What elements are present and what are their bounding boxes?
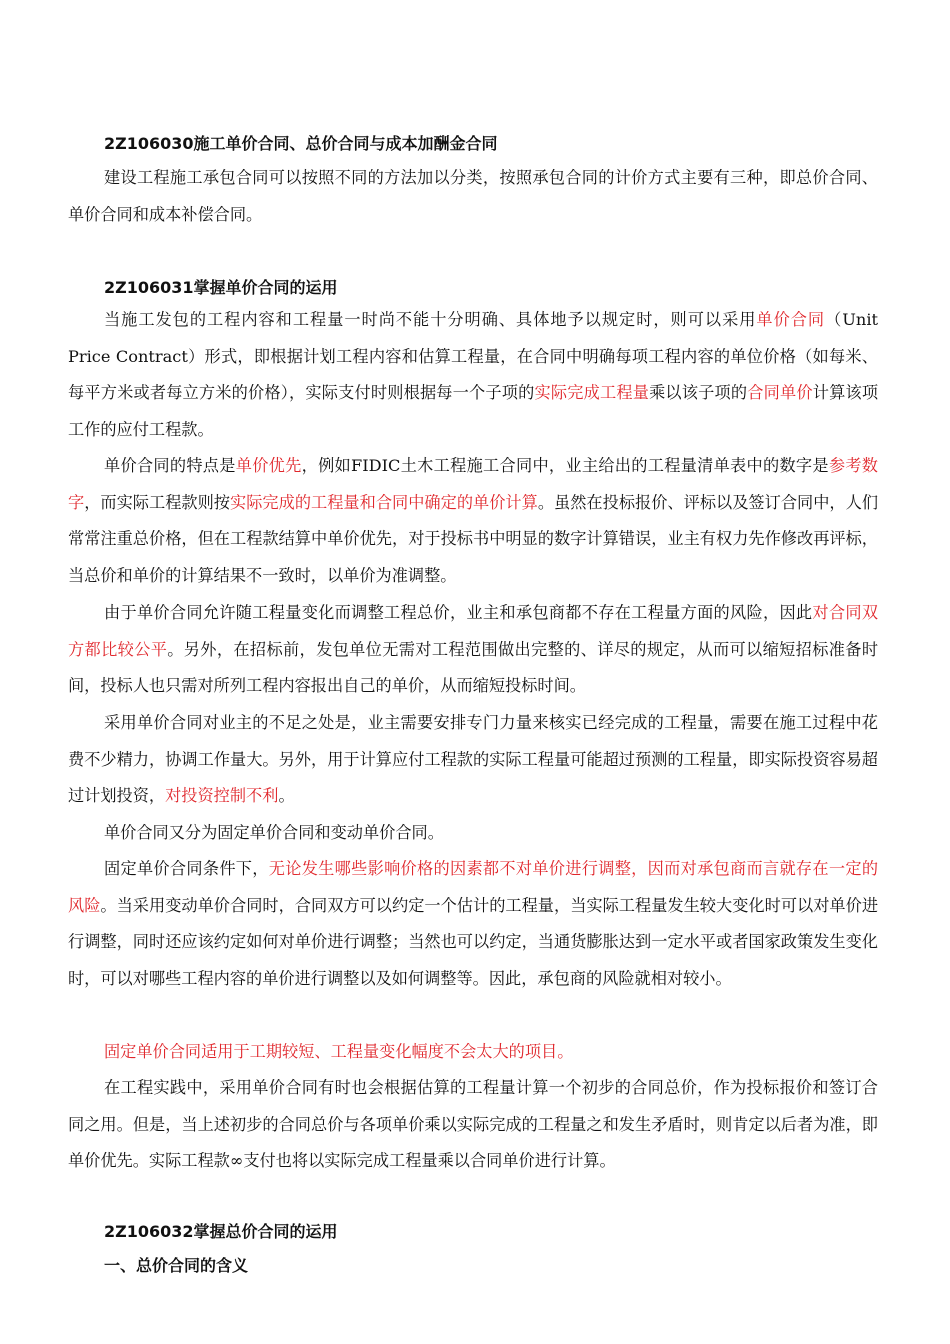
text-run: 。 xyxy=(278,786,295,806)
text-run: ，例如FIDIC土木工程施工合同中，业主给出的工程量清单表中的数字是 xyxy=(301,456,829,475)
text-run: 采用单价合同对业主的不足之处是，业主需要安排专门力量来核实已经完成的工程量，需要在施工过程中花费不少精力，协调工作量大。另外，用于计算应付工程款的实际工程量可能超过预测的工程量，即实际投资容易超过计划投资， xyxy=(68,713,878,806)
section-heading-2z106032: 2Z106032掌握总价合同的运用 xyxy=(104,1222,338,1241)
text-run: 固定单价合同条件下， xyxy=(104,859,269,878)
paragraph-unit-price-features xyxy=(68,448,878,594)
paragraph-unit-price-definition xyxy=(68,302,878,448)
text-run: 单价合同的特点是 xyxy=(104,456,236,475)
text-run: 由于单价合同允许随工程量变化而调整工程总价，业主和承包商都不存在工程量方面的风险，因此 xyxy=(104,603,813,622)
text-run: 计算该项工作的应付工程款。 xyxy=(68,383,879,439)
highlight-text: 对合同双方都比较公平 xyxy=(68,603,879,659)
text-run: 。虽然在投标报价、评标以及签订合同中，人们常常注重总价格，但在工程款结算中单价优先，对于投标书中明显的数字计算错误，业主有权力先作修改再评标，当总价和单价的计算结果不一致时，以单价为准调整。 xyxy=(68,492,879,585)
highlight-text: 无论发生哪些影响价格的因素都不对单价进行调整，因而对承包商而言就存在一定的风险 xyxy=(68,859,879,915)
highlight-text: 对投资控制不利 xyxy=(165,786,279,806)
text-run: （Unit Price Contract）形式，即根据计划工程内容和估算工程量，在合同中明确每项工程内容的单位价格（如每米、每平方米或者每立方米的价格），实际支付时则根据每一个子项的 xyxy=(68,310,879,403)
highlight-text: 实际完成的工程量和合同中确定的单价计算 xyxy=(230,492,538,512)
section-heading-2z106030: 2Z106030施工单价合同、总价合同与成本加酬金合同 xyxy=(104,134,498,153)
paragraph-practice: 在工程实践中，采用单价合同有时也会根据估算的工程量计算一个初步的合同总价，作为投标报价和签订合同之用。但是，当上述初步的合同总价与各项单价乘以实际完成的工程量之和发生矛盾时，则肯定以后者为准，即单价优先。实际工程款∞支付也将以实际完成工程量乘以合同单价进行计算。 xyxy=(68,1078,878,1171)
subheading-lump-sum-meaning: 一、总价合同的含义 xyxy=(104,1256,249,1275)
text-run: 当施工发包的工程内容和工程量一时尚不能十分明确、具体地予以规定时，则可以采用 xyxy=(104,310,757,329)
paragraph-unit-price-types: 单价合同又分为固定单价合同和变动单价合同。 xyxy=(104,823,444,842)
highlight-text: 合同单价 xyxy=(747,383,813,403)
text-run: ，而实际工程款则按 xyxy=(84,492,231,512)
highlight-text: 单价优先 xyxy=(235,456,302,475)
paragraph-fixed-unit-price xyxy=(68,851,878,997)
paragraph-fairness xyxy=(68,595,878,705)
paragraph-disadvantages xyxy=(68,705,878,815)
intro-paragraph: 建设工程施工承包合同可以按照不同的方法加以分类，按照承包合同的计价方式主要有三种，即总价合同、单价合同和成本补偿合同。 xyxy=(68,168,878,224)
text-run: 乘以该子项的 xyxy=(649,383,748,403)
highlight-text: 单价合同 xyxy=(756,310,826,329)
text-run: 。另外，在招标前，发包单位无需对工程范围做出完整的、详尽的规定，从而可以缩短招标准备时间，投标人也只需对所列工程内容报出自己的单价，从而缩短投标时间。 xyxy=(68,639,879,696)
text-run: 。当采用变动单价合同时，合同双方可以约定一个估计的工程量，当实际工程量发生较大变化时可以对单价进行调整，同时还应该约定如何对单价进行调整；当然也可以约定，当通货膨胀达到一定水平或者国家政策发生变化时，可以对哪些工程内容的单价进行调整以及如何调整等。因此，承包商的风险就相对较小。 xyxy=(68,895,879,988)
highlight-text: 参考数字 xyxy=(68,456,878,512)
paragraph-applicability: 固定单价合同适用于工期较短、工程量变化幅度不会太大的项目。 xyxy=(104,1042,574,1061)
section-heading-2z106031: 2Z106031掌握单价合同的运用 xyxy=(104,278,338,297)
highlight-text: 实际完成工程量 xyxy=(534,383,650,403)
